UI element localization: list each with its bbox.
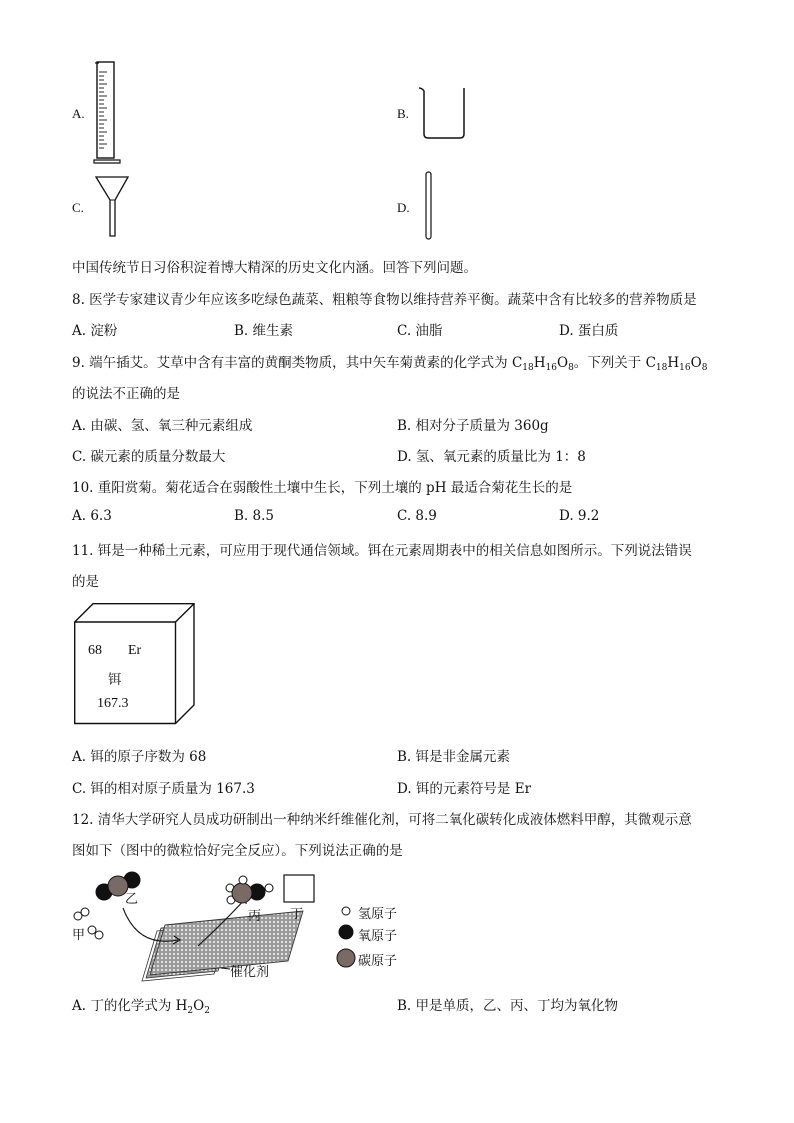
q12-stem: 12. 清华大学研究人员成功研制出一种纳米纤维催化剂，可将二氧化碳转化成液体燃料甲醇，其微观示意 — [72, 812, 692, 828]
q9-option-a[interactable]: A. 由碳、氢、氧三种元素组成 — [72, 418, 253, 434]
label-ding: 丁 — [290, 907, 304, 922]
section-intro: 中国传统节日习俗积淀着博大精深的历史文化内涵。回答下列问题。 — [72, 260, 477, 276]
legend-oxygen-icon — [339, 925, 354, 940]
label-jia: 甲 — [72, 928, 86, 943]
methanol-molecule — [226, 876, 273, 904]
q9-option-b[interactable]: B. 相对分子质量为 360g — [397, 418, 549, 434]
q11-option-a[interactable]: A. 铒的原子序数为 68 — [72, 749, 207, 765]
label-bing: 丙 — [248, 909, 262, 924]
label-catalyst: 催化剂 — [230, 965, 270, 980]
q10-stem: 10. 重阳赏菊。菊花适合在弱酸性土壤中生长，下列土壤的 pH 最适合菊花生长的是 — [72, 480, 573, 496]
element-tile-erbium — [74, 603, 196, 725]
legend-hydrogen: 氢原子 — [358, 907, 398, 922]
option-c-label: C. — [72, 200, 84, 215]
q8-option-d[interactable]: D. 蛋白质 — [559, 323, 619, 339]
q10-option-b[interactable]: B. 8.5 — [234, 508, 274, 524]
element-symbol: Er — [128, 643, 142, 658]
q11-option-b[interactable]: B. 铒是非金属元素 — [397, 749, 511, 765]
q10-option-a[interactable]: A. 6.3 — [72, 508, 112, 524]
q11-option-c[interactable]: C. 铒的相对原子质量为 167.3 — [72, 781, 255, 797]
legend-oxygen: 氧原子 — [358, 929, 398, 944]
q8-option-a[interactable]: A. 淀粉 — [72, 323, 118, 339]
catalyst-plate — [142, 911, 303, 981]
label-yi: 乙 — [125, 892, 139, 907]
product-ding-box — [284, 875, 314, 902]
q9-stem-line2: 的说法不正确的是 — [72, 386, 180, 402]
q11-stem: 11. 铒是一种稀土元素，可应用于现代通信领域。铒在元素周期表中的相关信息如图所示。下列说法错误 — [72, 543, 692, 559]
q12-option-a[interactable]: A. 丁的化学式为 $H_2O_2$ — [72, 998, 210, 1016]
glass-rod-icon — [425, 172, 433, 240]
legend-carbon-icon — [337, 949, 355, 967]
q9-option-c[interactable]: C. 碳元素的质量分数最大 — [72, 449, 226, 465]
option-d-label: D. — [397, 200, 410, 215]
q12-option-b[interactable]: B. 甲是单质，乙、丙、丁均为氧化物 — [397, 998, 619, 1014]
q9-stem: 9. 端午插艾。艾草中含有丰富的黄酮类物质，其中矢车菊黄素的化学式为 $C_{18}H_{16}O_8$。下列关于 $C_{18}H_{16}O_8$ — [72, 355, 708, 373]
beaker-icon — [418, 86, 470, 140]
q8-option-c[interactable]: C. 油脂 — [397, 323, 443, 339]
graduated-cylinder-icon — [94, 62, 126, 164]
q10-option-c[interactable]: C. 8.9 — [397, 508, 437, 524]
q8-option-b[interactable]: B. 维生素 — [234, 323, 294, 339]
q10-option-d[interactable]: D. 9.2 — [559, 508, 600, 524]
element-name: 铒 — [108, 672, 122, 688]
element-atomic-number: 68 — [88, 643, 102, 658]
option-b-label: B. — [397, 106, 409, 121]
q8-stem: 8. 医学专家建议青少年应该多吃绿色蔬菜、粗粮等食物以维持营养平衡。蔬菜中含有比较多的营养物质是 — [72, 292, 697, 308]
element-atomic-mass: 167.3 — [97, 696, 129, 711]
legend-hydrogen-icon — [342, 907, 350, 915]
funnel-icon — [95, 176, 131, 238]
q11-option-d[interactable]: D. 铒的元素符号是 Er — [397, 781, 532, 797]
q11-stem-line2: 的是 — [72, 574, 99, 590]
option-a-label: A. — [72, 106, 85, 121]
legend-carbon: 碳原子 — [358, 954, 398, 969]
q12-stem-line2: 图如下（图中的微粒恰好完全反应）。下列说法正确的是 — [72, 843, 403, 859]
q9-option-d[interactable]: D. 氢、氧元素的质量比为 1：8 — [397, 449, 586, 465]
